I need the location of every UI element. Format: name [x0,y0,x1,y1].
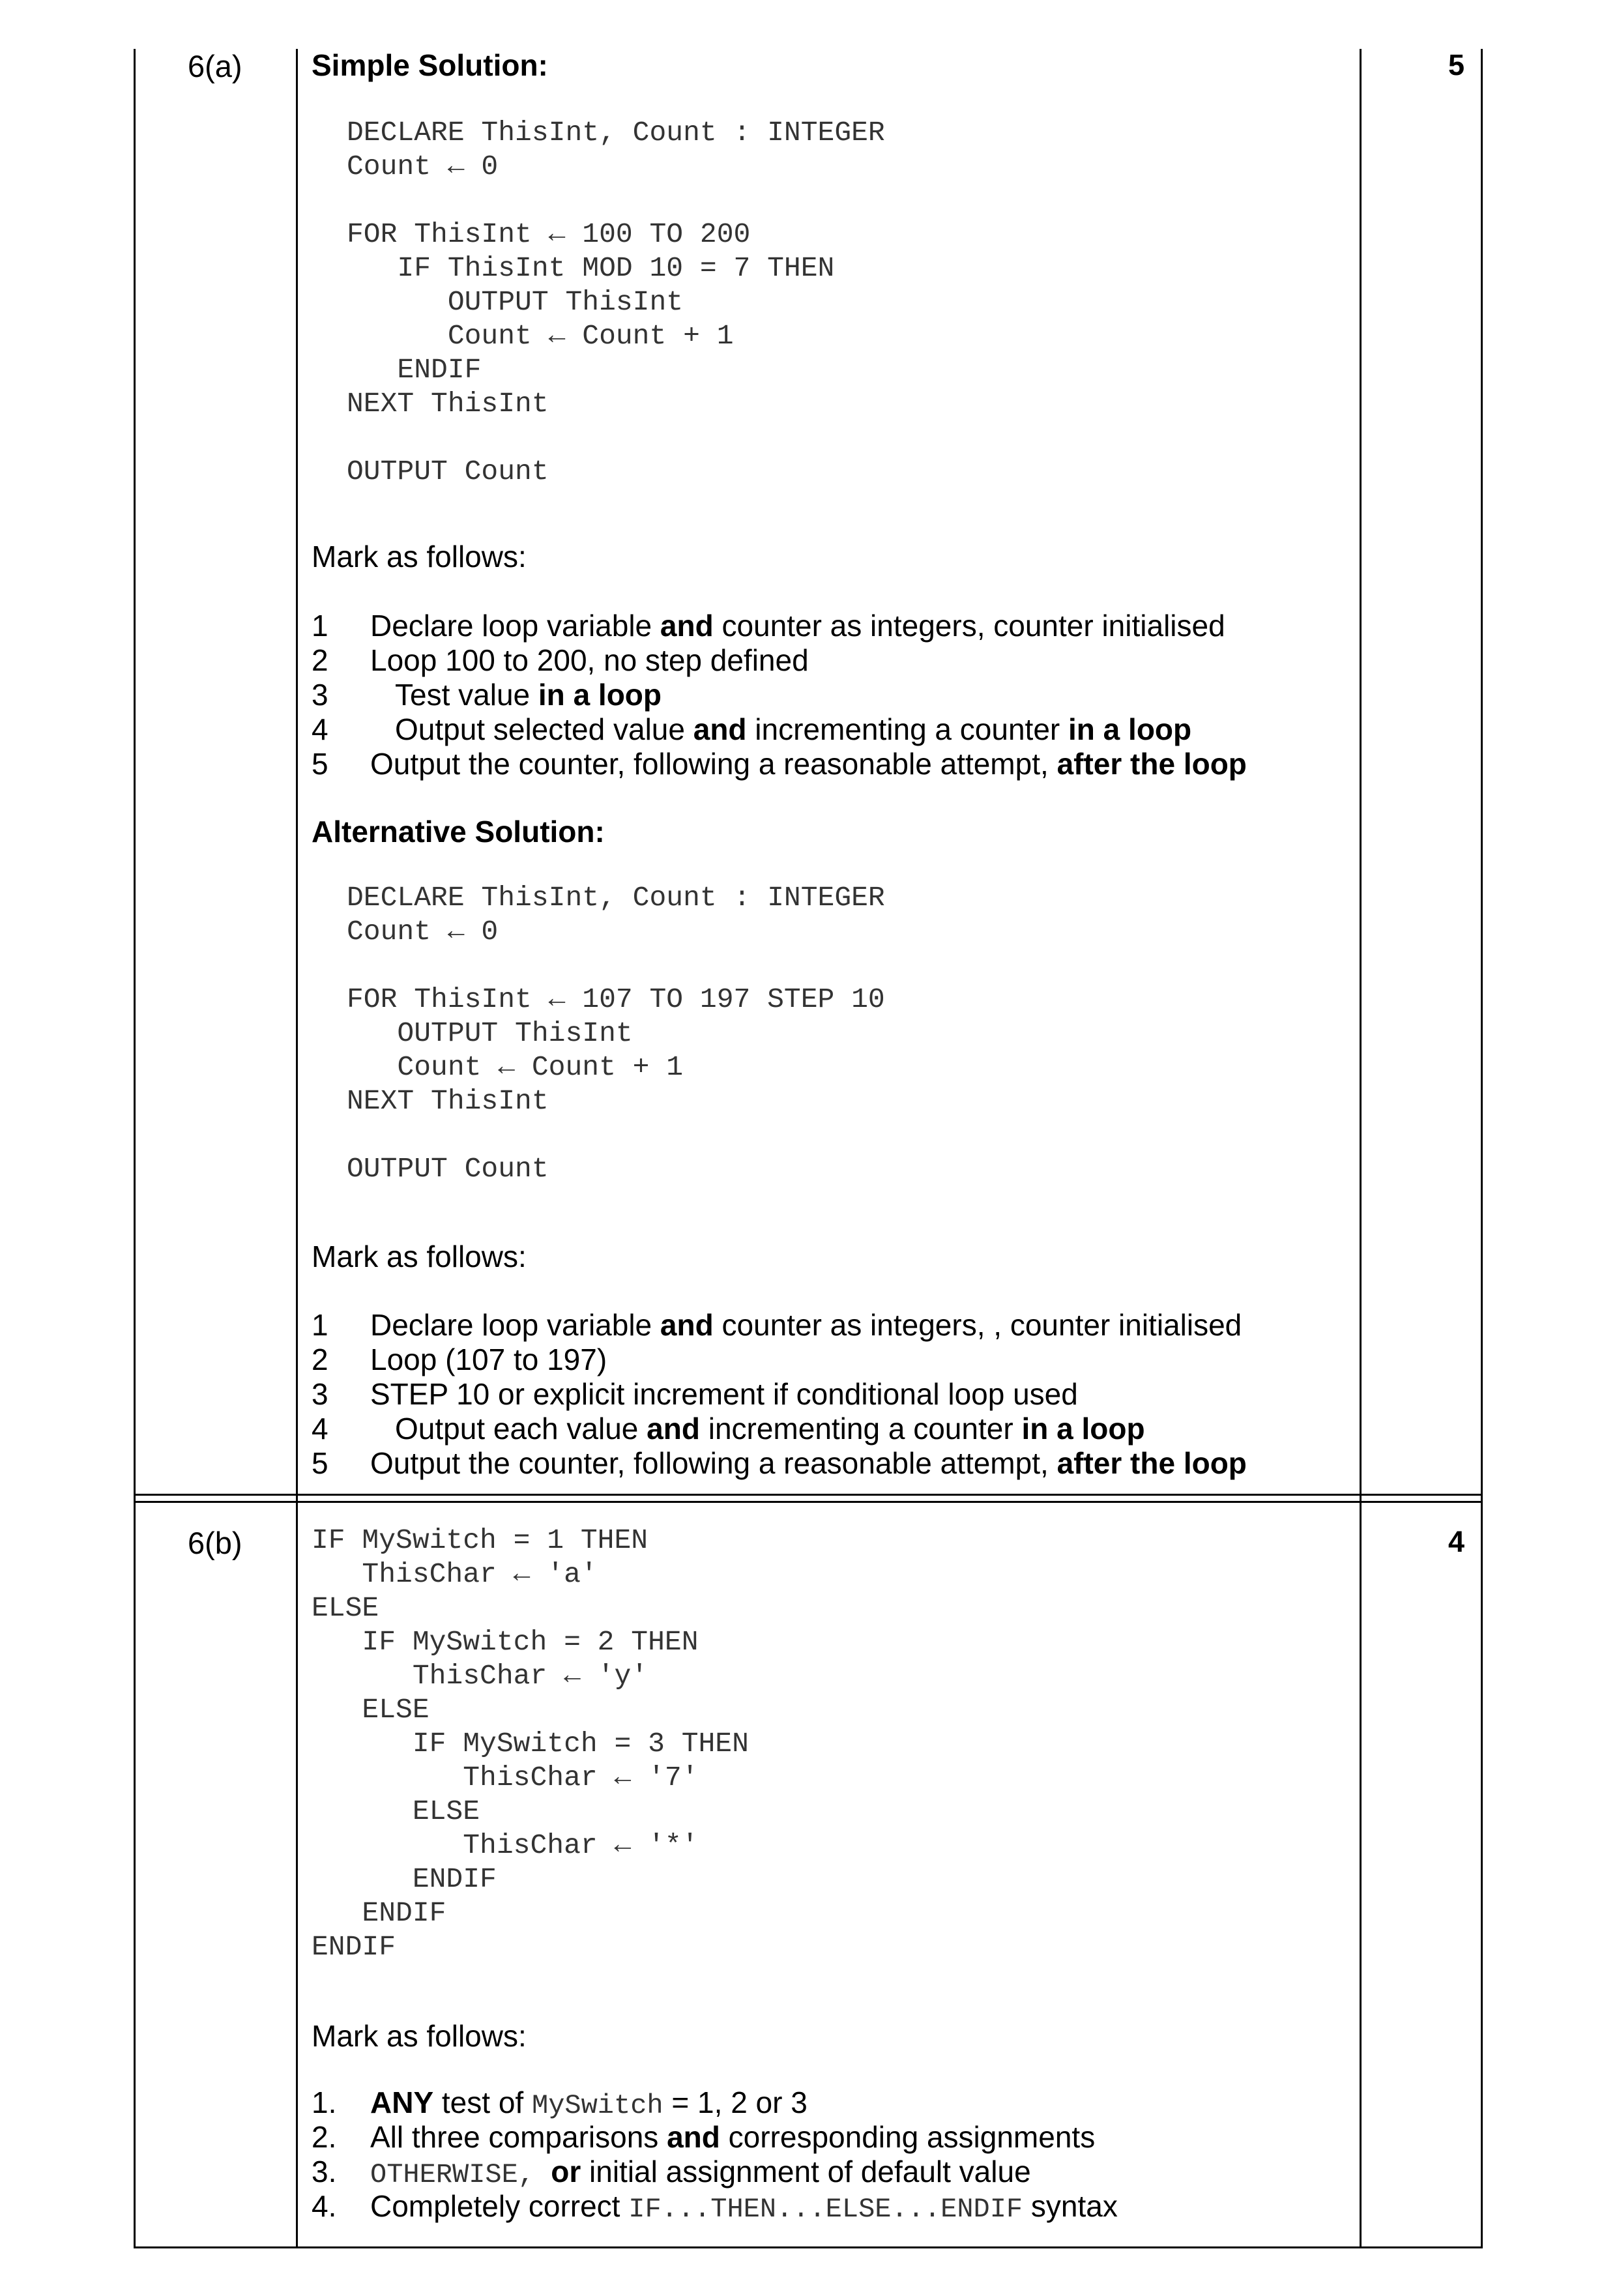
point-text-part: counter as integers, counter initialised [713,609,1225,643]
row-separator-bottom [134,1501,1483,1503]
code-line: NEXT ThisInt [347,388,549,420]
point-text-part: Loop 100 to 200, no step defined [370,643,809,677]
marking-point [312,747,1341,781]
marking-point-text [370,2085,808,2123]
row-separator-top [134,1494,1483,1496]
code-line: Count ← 0 [347,916,499,948]
code-term: IF...THEN...ELSE...ENDIF [628,2194,1023,2225]
point-text-part: and [660,609,714,643]
marking-point [312,1446,1341,1481]
point-text-part: Output the counter, following a reasonable attempt, [370,747,1057,781]
code-line: ELSE [312,1795,480,1827]
table-right-border [1481,49,1483,2248]
marking-point-number: 2 [312,1343,328,1376]
marking-point-text [370,2155,1031,2192]
code-line: FOR ThisInt ← 107 TO 197 STEP 10 [347,983,885,1015]
point-text-part: Declare loop variable [370,609,660,643]
marking-point-text [395,1412,1145,1446]
marking-point [312,2189,1341,2224]
marking-point-number: 2 [312,643,328,677]
point-text-part: Output the counter, following a reasonable attempt, [370,1446,1057,1480]
code-line: Count ← Count + 1 [347,320,734,352]
code-line: Count ← 0 [347,151,499,182]
code-line: FOR ThisInt ← 100 TO 200 [347,218,751,250]
question-6b-marking-points [312,2085,1341,2224]
marking-point-text [370,643,809,678]
marking-point-text [370,1446,1247,1481]
point-text-part: ANY [370,2085,434,2119]
simple-solution-heading: Simple Solution: [312,48,548,82]
marking-point-text [395,678,662,712]
mark-as-follows-label: Mark as follows: [312,2019,527,2053]
code-line [347,949,885,983]
code-line: IF MySwitch = 2 THEN [312,1626,699,1658]
marking-point-text [395,712,1191,747]
marking-point-number: 3 [312,1377,328,1411]
point-text-part: Test value [395,678,538,712]
marking-point-text [370,1343,607,1377]
marking-point [312,678,1341,712]
code-line: NEXT ThisInt [347,1085,549,1117]
table-col-divider-2 [1360,49,1362,2248]
code-line: OUTPUT Count [347,1153,549,1185]
point-text-part: in a loop [1021,1412,1145,1446]
code-line: OUTPUT Count [347,456,549,487]
alternative-marking-points [312,1308,1341,1481]
alternative-solution-code [347,881,885,1186]
marking-point [312,1308,1341,1343]
mark-as-follows-label: Mark as follows: [312,1240,527,1273]
point-text-part: and [647,1412,700,1446]
question-6b-code [312,1524,749,1964]
table-col-divider-1 [296,49,298,2248]
marks-6b: 4 [1448,1525,1465,1558]
point-text-part: after the loop [1056,1446,1247,1480]
point-text-part: or [551,2155,581,2188]
marking-point-text [370,2120,1095,2155]
point-text-part: counter as integers, , counter initialised [713,1308,1242,1342]
point-text-part: after the loop [1056,747,1247,781]
point-text-part: initial assignment of default value [581,2155,1031,2188]
code-line: ThisChar ← 'a' [312,1558,598,1590]
code-line: ThisChar ← '7' [312,1762,699,1794]
code-line: IF MySwitch = 1 THEN [312,1524,648,1556]
marking-point [312,2085,1341,2120]
marking-point-number: 3 [312,678,328,712]
table-left-border [134,49,136,2248]
marking-point-number: 4 [312,1412,328,1446]
marking-point-number: 1 [312,609,328,643]
question-number-6a: 6(a) [188,49,242,83]
code-line: ENDIF [312,1863,497,1895]
point-text-part: Output selected value [395,712,693,746]
marking-point-text [370,1377,1078,1412]
question-number-6b: 6(b) [188,1526,242,1560]
marking-point-text [370,1308,1242,1343]
table-bottom-border [134,2246,1483,2248]
point-text-part: Loop (107 to 197) [370,1343,607,1376]
point-text-part: and [693,712,747,746]
code-line: Count ← Count + 1 [347,1051,684,1083]
marking-point [312,609,1341,643]
code-line: ENDIF [312,1897,446,1929]
marking-point-number: 5 [312,747,328,781]
simple-marking-points [312,609,1341,781]
marking-point-number: 1 [312,1308,328,1342]
alternative-solution-heading: Alternative Solution: [312,815,605,849]
point-text-part: in a loop [538,678,662,712]
point-text-part: All three comparisons [370,2120,667,2154]
code-term: OTHERWISE, [370,2159,551,2190]
code-line: ThisChar ← '*' [312,1829,699,1861]
marking-point-text [370,609,1225,643]
code-line [347,1118,885,1152]
point-text-part: incrementing a counter [746,712,1069,746]
marking-point-text [370,747,1247,781]
code-line: OUTPUT ThisInt [347,286,684,318]
point-text-part: and [667,2120,720,2154]
point-text-part: incrementing a counter [699,1412,1022,1446]
code-line [347,421,885,455]
code-line: OUTPUT ThisInt [347,1017,633,1049]
point-text-part: test of [433,2085,532,2119]
code-line: ELSE [312,1592,379,1624]
point-text-part: Declare loop variable [370,1308,660,1342]
marking-point-number: 4 [312,712,328,746]
code-line: IF MySwitch = 3 THEN [312,1728,749,1760]
code-line: IF ThisInt MOD 10 = 7 THEN [347,252,835,284]
code-line: ENDIF [347,354,482,386]
mark-as-follows-label: Mark as follows: [312,540,527,574]
point-text-part: STEP 10 or explicit increment if conditional loop used [370,1377,1078,1411]
marking-point [312,1412,1341,1446]
marking-point [312,2120,1341,2155]
point-text-part: corresponding assignments [720,2120,1096,2154]
code-line [347,184,885,218]
marks-6a: 5 [1448,48,1465,81]
marking-point [312,2155,1341,2189]
marking-point-number: 1. [312,2085,337,2119]
point-text-part: in a loop [1068,712,1192,746]
code-term: MySwitch [531,2090,663,2121]
code-line: DECLARE ThisInt, Count : INTEGER [347,117,885,149]
marking-point-text [370,2189,1118,2227]
code-line: ENDIF [312,1931,396,1963]
marking-point-number: 2. [312,2120,337,2154]
marking-point-number: 3. [312,2155,337,2188]
marking-point [312,712,1341,747]
point-text-part: Completely correct [370,2189,629,2223]
code-line: DECLARE ThisInt, Count : INTEGER [347,882,885,914]
marking-point [312,643,1341,678]
marking-point [312,1343,1341,1377]
point-text-part: = 1, 2 or 3 [663,2085,808,2119]
code-line: ELSE [312,1694,430,1726]
marking-point [312,1377,1341,1412]
marking-point-number: 4. [312,2189,337,2223]
point-text-part: syntax [1023,2189,1118,2223]
marking-point-number: 5 [312,1446,328,1480]
code-line: ThisChar ← 'y' [312,1660,648,1692]
simple-solution-code [347,116,885,489]
point-text-part: Output each value [395,1412,647,1446]
point-text-part: and [660,1308,714,1342]
